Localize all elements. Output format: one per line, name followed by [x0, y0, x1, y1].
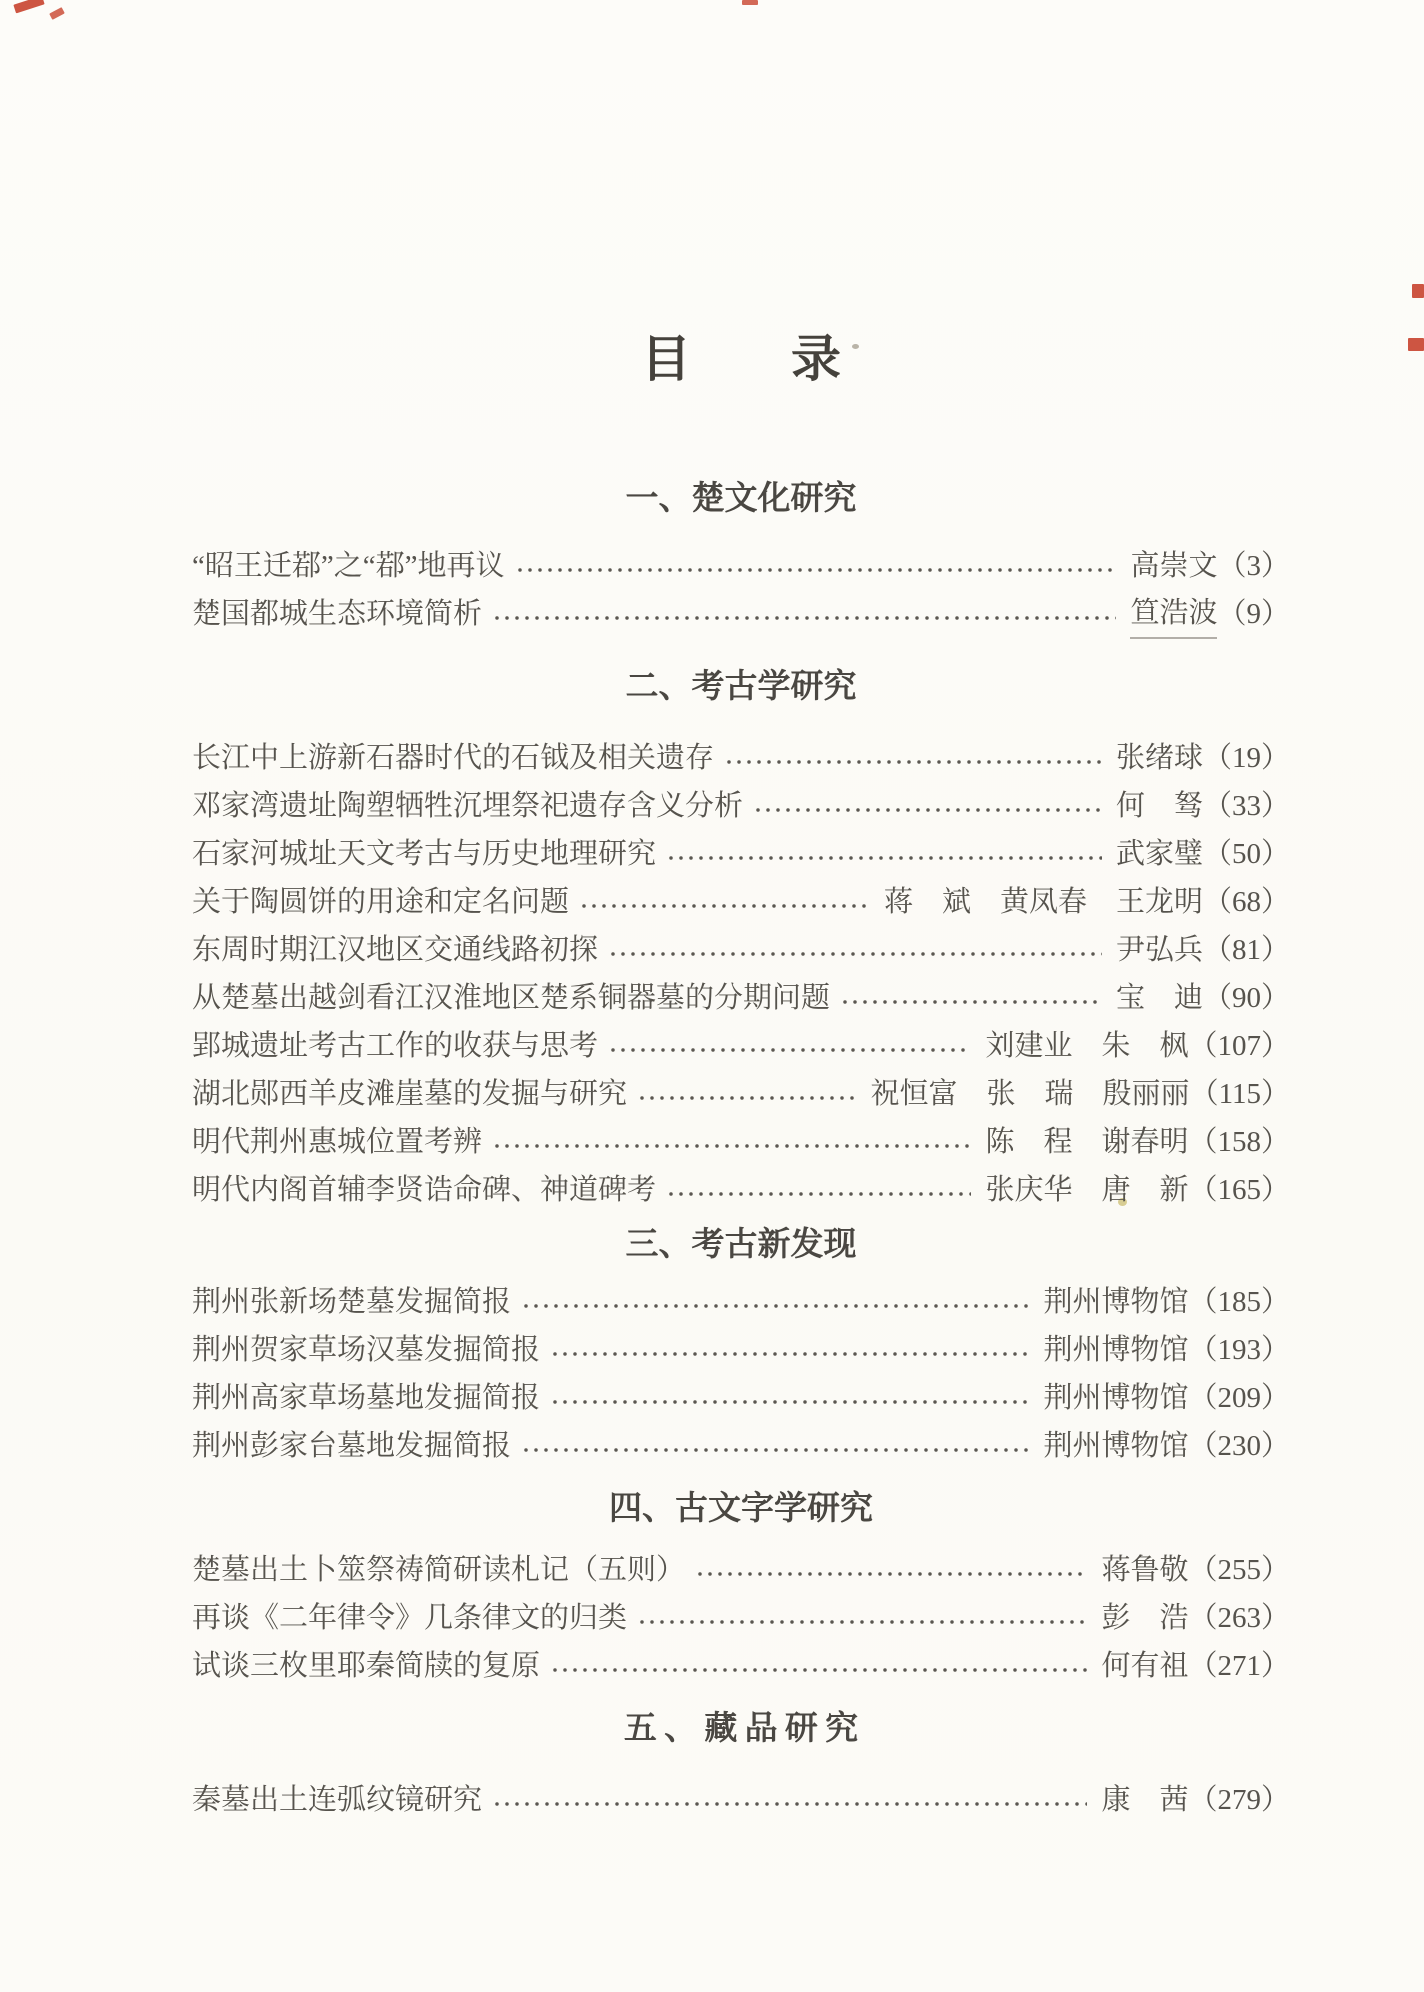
toc-content	[192, 0, 1290, 1824]
toc-section	[192, 664, 1290, 1214]
entry-authors: 何有祖	[1101, 1650, 1189, 1682]
entry-page-number: （185）	[1188, 1286, 1290, 1318]
entry-authors: 尹弘兵	[1115, 934, 1203, 966]
entry-authors: 武家璧	[1115, 838, 1203, 870]
section-entries	[192, 734, 1290, 1214]
entry-authors: 张庆华 唐 新	[985, 1174, 1189, 1206]
entry-title: 荆州彭家台墓地发掘简报	[192, 1430, 512, 1462]
toc-entry	[192, 926, 1290, 974]
entry-authors: 宝 迪	[1115, 982, 1203, 1014]
dot-leader	[753, 782, 1102, 830]
toc-entry	[192, 1374, 1290, 1422]
entry-page-number: （81）	[1202, 934, 1290, 966]
entry-authors: 刘建业 朱 枫	[985, 1030, 1189, 1062]
entry-authors: 荆州博物馆	[1043, 1286, 1189, 1318]
scan-red-mark	[1412, 284, 1424, 298]
section-heading: 五、藏品研究	[623, 1709, 866, 1746]
toc-entry	[192, 1118, 1290, 1166]
toc-section	[192, 1486, 1290, 1690]
toc-entry	[192, 974, 1290, 1022]
toc-entry	[192, 1594, 1290, 1642]
toc-entry	[192, 1022, 1290, 1070]
toc-entry	[192, 1642, 1290, 1690]
entry-authors: 高崇文	[1130, 550, 1218, 582]
entry-authors: 笪浩波	[1130, 589, 1217, 639]
toc-section	[192, 1706, 1290, 1824]
dot-leader	[579, 878, 870, 926]
section-entries	[192, 542, 1290, 638]
entry-title: “昭王迁鄀”之“鄀”地再议	[192, 550, 505, 582]
entry-title: 荆州张新场楚墓发掘简报	[192, 1286, 512, 1318]
entry-authors: 荆州博物馆	[1043, 1430, 1189, 1462]
dot-leader	[550, 1374, 1029, 1422]
dot-leader	[666, 1166, 971, 1214]
toc-entry	[192, 1070, 1290, 1118]
entry-title: 石家河城址天文考古与历史地理研究	[192, 838, 657, 870]
section-heading: 一、楚文化研究	[625, 479, 857, 516]
toc-entry	[192, 878, 1290, 926]
entry-authors: 彭 浩	[1101, 1602, 1189, 1634]
page-title: 目 录	[641, 331, 841, 387]
toc-section	[192, 1222, 1290, 1470]
entry-page-number: （279）	[1188, 1784, 1290, 1816]
dot-leader	[608, 926, 1102, 974]
entry-authors: 蒋 斌 黄凤春 王龙明	[883, 886, 1203, 918]
section-heading: 三、考古新发现	[625, 1225, 857, 1262]
scan-red-mark	[1408, 338, 1424, 351]
dot-leader	[840, 974, 1102, 1022]
entry-page-number: （230）	[1188, 1430, 1290, 1462]
dot-leader	[637, 1070, 857, 1118]
dot-leader	[492, 1118, 971, 1166]
entry-authors: 祝恒富 张 瑞 殷丽丽	[870, 1078, 1190, 1110]
entry-page-number: （68）	[1202, 886, 1290, 918]
section-entries	[192, 1546, 1290, 1690]
section-entries	[192, 1776, 1290, 1824]
entry-authors: 荆州博物馆	[1043, 1334, 1189, 1366]
toc-entry	[192, 542, 1290, 590]
toc-entry	[192, 1546, 1290, 1594]
entry-page-number: （90）	[1202, 982, 1290, 1014]
dot-leader	[608, 1022, 971, 1070]
entry-title: 邓家湾遗址陶塑牺牲沉埋祭祀遗存含义分析	[192, 790, 744, 822]
entry-title: 试谈三枚里耶秦简牍的复原	[192, 1650, 541, 1682]
entry-page-number: （158）	[1188, 1126, 1290, 1158]
entry-authors: 何 驽	[1115, 790, 1203, 822]
section-heading: 四、古文字学研究	[609, 1489, 873, 1526]
entry-page-number: （193）	[1188, 1334, 1290, 1366]
entry-page-number: （263）	[1188, 1602, 1290, 1634]
entry-authors: 荆州博物馆	[1043, 1382, 1189, 1414]
toc-section	[192, 476, 1290, 638]
dot-leader	[492, 590, 1116, 638]
entry-title: 郢城遗址考古工作的收获与思考	[192, 1030, 599, 1062]
toc-entry	[192, 734, 1290, 782]
entry-title: 秦墓出土连弧纹镜研究	[192, 1784, 483, 1816]
scan-red-mark	[49, 7, 65, 20]
toc-entry	[192, 1422, 1290, 1470]
entry-authors: 陈 程 谢春明	[985, 1126, 1189, 1158]
dot-leader	[550, 1642, 1087, 1690]
entry-page-number: （165）	[1188, 1174, 1290, 1206]
entry-title: 明代荆州惠城位置考辨	[192, 1126, 483, 1158]
toc-entry	[192, 830, 1290, 878]
entry-page-number: （271）	[1188, 1650, 1290, 1682]
entry-title: 明代内阁首辅李贤诰命碑、神道碑考	[192, 1174, 657, 1206]
dot-leader	[515, 542, 1117, 590]
entry-page-number: （115）	[1189, 1078, 1290, 1110]
entry-page-number: （209）	[1188, 1382, 1290, 1414]
toc-entry	[192, 1326, 1290, 1374]
section-entries	[192, 1278, 1290, 1470]
dot-leader	[666, 830, 1102, 878]
entry-page-number: （255）	[1188, 1554, 1290, 1586]
entry-title: 楚国都城生态环境简析	[192, 598, 483, 630]
entry-authors: 张绪球	[1115, 742, 1203, 774]
scan-red-mark	[13, 0, 44, 13]
entry-title: 再谈《二年律令》几条律文的归类	[192, 1602, 628, 1634]
entry-page-number: （9）	[1217, 598, 1290, 630]
section-heading: 二、考古学研究	[625, 667, 857, 704]
entry-title: 荆州贺家草场汉墓发掘简报	[192, 1334, 541, 1366]
dot-leader	[521, 1422, 1029, 1470]
entry-title: 湖北郧西羊皮滩崖墓的发掘与研究	[192, 1078, 628, 1110]
dot-leader	[492, 1776, 1087, 1824]
entry-title: 楚墓出土卜筮祭祷简研读札记（五则）	[192, 1554, 686, 1586]
entry-title: 东周时期江汉地区交通线路初探	[192, 934, 599, 966]
entry-title: 关于陶圆饼的用途和定名问题	[192, 886, 570, 918]
toc-sections	[192, 476, 1290, 1824]
entry-page-number: （50）	[1202, 838, 1290, 870]
dot-leader	[695, 1546, 1087, 1594]
entry-title: 荆州高家草场墓地发掘简报	[192, 1382, 541, 1414]
entry-page-number: （107）	[1188, 1030, 1290, 1062]
toc-entry	[192, 782, 1290, 830]
entry-page-number: （19）	[1202, 742, 1290, 774]
entry-authors: 蒋鲁敬	[1101, 1554, 1189, 1586]
toc-entry	[192, 1166, 1290, 1214]
dot-leader	[550, 1326, 1029, 1374]
dot-leader	[521, 1278, 1029, 1326]
toc-entry	[192, 1278, 1290, 1326]
entry-page-number: （33）	[1202, 790, 1290, 822]
toc-entry	[192, 590, 1290, 638]
dot-leader	[724, 734, 1102, 782]
entry-title: 从楚墓出越剑看江汉淮地区楚系铜器墓的分期问题	[192, 982, 831, 1014]
dot-leader	[637, 1594, 1087, 1642]
entry-authors: 康 茜	[1101, 1784, 1189, 1816]
entry-title: 长江中上游新石器时代的石钺及相关遗存	[192, 742, 715, 774]
toc-entry	[192, 1776, 1290, 1824]
entry-page-number: （3）	[1217, 550, 1290, 582]
